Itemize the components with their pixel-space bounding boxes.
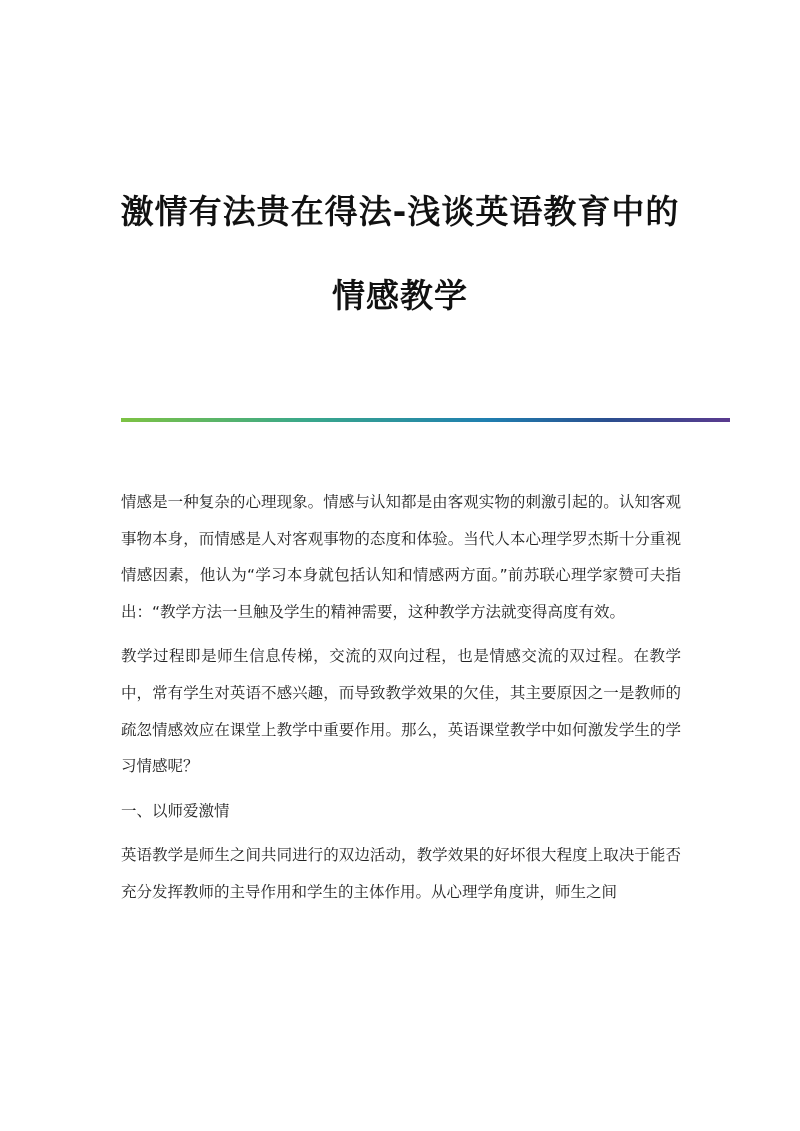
section-heading: 一、以师爱激情 bbox=[121, 801, 230, 820]
document-body bbox=[121, 484, 681, 919]
paragraph-2: 教学过程即是师生信息传梯，交流的双向过程，也是情感交流的双过程。在教学中，常有学生对英语不感兴趣，而导致教学效果的欠佳，其主要原因之一是教师的疏忽情感效应在课堂上教学中重要作用。那么，英语课堂教学中如何激发学生的学习情感呢？ bbox=[121, 647, 681, 776]
paragraph-1: 情感是一种复杂的心理现象。情感与认知都是由客观实物的刺激引起的。认知客观事物本身，而情感是人对客观事物的态度和体验。当代人本心理学罗杰斯十分重视情感因素，他认为“学习本身就包括认知和情感两方面。”前苏联心理学家赞可夫指出：“教学方法一旦触及学生的精神需要，这种教学方法就变得高度有效。 bbox=[121, 493, 681, 621]
section-paragraph: 英语教学是师生之间共同进行的双边活动，教学效果的好坏很大程度上取决于能否充分发挥教师的主导作用和学生的主体作用。从心理学角度讲，师生之间 bbox=[121, 846, 681, 901]
document-title-line-1: 激情有法贵在得法-浅谈英语教育中的 bbox=[120, 192, 680, 231]
gradient-divider bbox=[121, 418, 730, 422]
document-title-line-2: 情感教学 bbox=[332, 276, 468, 315]
